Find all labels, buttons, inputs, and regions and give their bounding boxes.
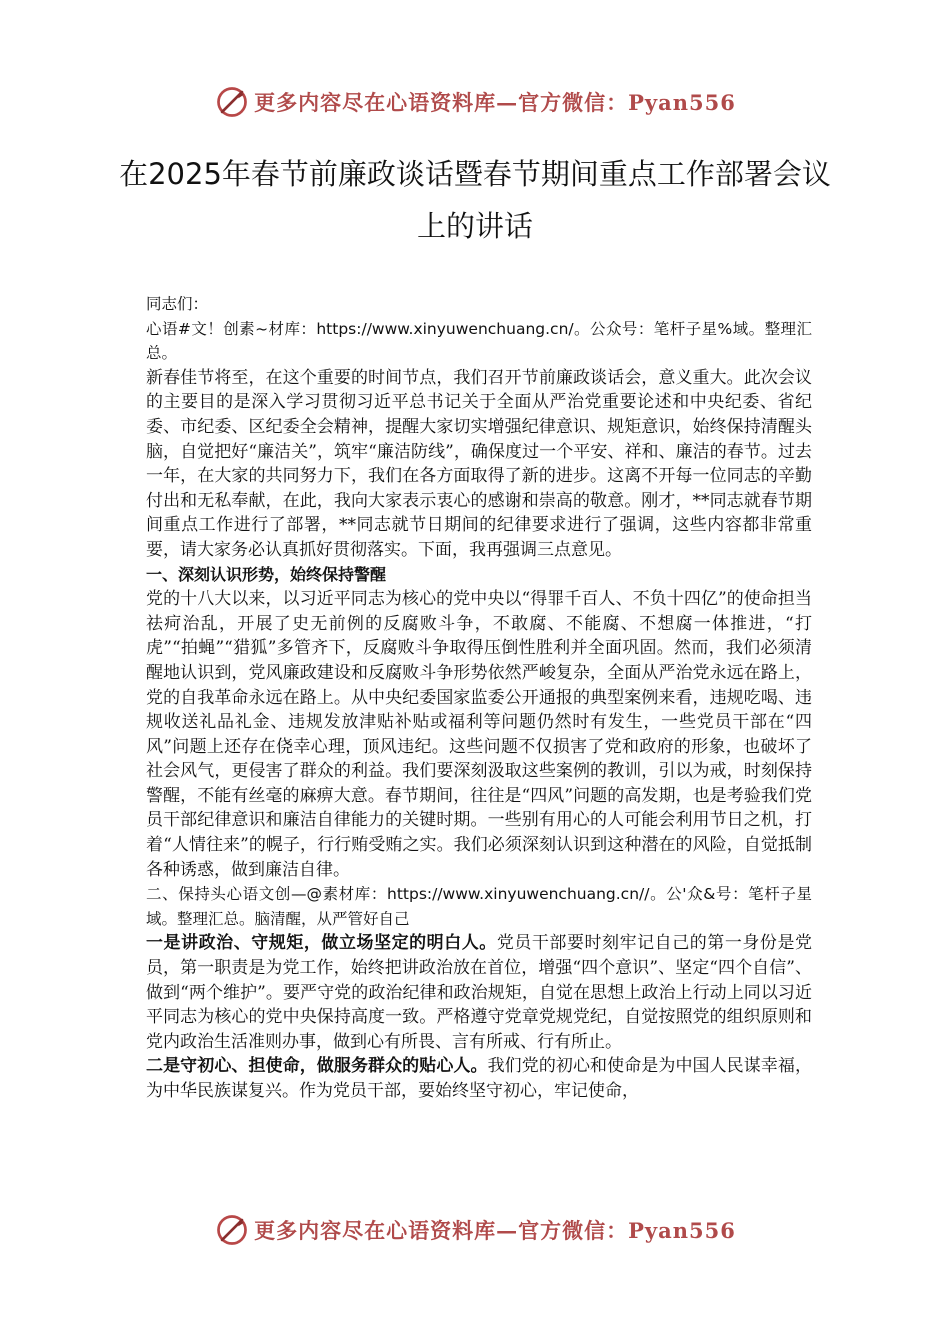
section-1-paragraph: 党的十八大以来，以习近平同志为核心的党中央以“得罪千百人、不负十四亿”的使命担当祛疴治乱，开展了史无前例的反腐败斗争，不敢腐、不能腐、不想腐一体推进，“打虎”“拍蝇”“猎狐”多管齐下，反腐败斗争取得压倒性胜利并全面巩固。然而，我们必须清醒地认识到，党风廉政建设和反腐败斗争形势依然严峻复杂，全面从严治党永远在路上，党的自我革命永远在路上。从中央纪委国家监委公开通报的典型案例来看，违规吃喝、违规收送礼品礼金、违规发放津贴补贴或福利等问题仍然时有发生，一些党员干部在“四风”问题上还存在侥幸心理，顶风违纪。这些问题不仅损害了党和政府的形象，也破坏了社会风气，更侵害了群众的利益。我们要深刻汲取这些案例的教训，引以为戒，时刻保持警醒，不能有丝毫的麻痹大意。春节期间，往往是“四风”问题的高发期，也是考验我们党员干部纪律意识和廉洁自律能力的关键时期。一些别有用心的人可能会利用节日之机，打着“人情往来”的幌子，行行贿受贿之实。我们必须深刻认识到这种潜在的风险，自觉抵制各种诱惑，做到廉洁自律。 xyxy=(146,589,812,880)
section-2-heading: 二、保持头心语文创—@素材库：https://www.xinyuwenchuang.cn//。公'众&号：笔杆子星域。整理汇总。脑清醒，从严管好自己 xyxy=(146,885,812,928)
watermark-contact: 官方微信：Pyan556 xyxy=(518,90,736,115)
document-body xyxy=(146,292,812,1104)
point-2-body: 我们党的初心和使命是为中国人民谋幸福，为中华民族谋复兴。作为党员干部，要始终坚守初心，牢记使命， xyxy=(146,1056,812,1101)
point-1-paragraph xyxy=(146,931,812,1054)
section-1-heading: 一、深刻认识形势，始终保持警醒 xyxy=(146,564,387,584)
source-note: 心语#文！创素~材库：https://www.xinyuwenchuang.cn/。公众号：笔杆子星%域。整理汇总。 xyxy=(146,319,812,363)
watermark-separator: — xyxy=(496,90,519,115)
intro-paragraph: 新春佳节将至，在这个重要的时间节点，我们召开节前廉政谈话会，意义重大。此次会议的主要目的是深入学习贯彻习近平总书记关于全面从严治党重要论述和中央纪委、省纪委、市纪委、区纪委全会精神，提醒大家切实增强纪律意识、规矩意识，始终保持清醒头脑，自觉把好“廉洁关”，筑牢“廉洁防线”，确保度过一个平安、祥和、廉洁的春节。过去一年，在大家的共同努力下，我们在各方面取得了新的进步。这离不开每一位同志的辛勤付出和无私奉献，在此，我向大家表示衷心的感谢和崇高的敬意。刚才，**同志就春节期间重点工作进行了部署，**同志就节日期间的纪律要求进行了强调，这些内容都非常重要，请大家务必认真抓好贯彻落实。下面，我再强调三点意见。 xyxy=(146,367,812,560)
brush-logo-icon xyxy=(214,84,250,120)
brush-logo-icon xyxy=(214,1212,250,1248)
watermark-brand: 更多内容尽在心语资料库 xyxy=(254,1218,497,1243)
watermark-text xyxy=(254,87,736,117)
salutation: 同志们： xyxy=(146,295,209,313)
point-1-lead: 一是讲政治、守规矩，做立场坚定的明白人。 xyxy=(146,933,497,954)
watermark-banner-bottom xyxy=(0,1210,950,1250)
point-2-lead: 二是守初心、担使命，做服务群众的贴心人。 xyxy=(146,1056,488,1077)
watermark-banner-top xyxy=(0,82,950,122)
watermark-text xyxy=(254,1215,736,1245)
watermark-brand: 更多内容尽在心语资料库 xyxy=(254,90,497,115)
watermark-contact: 官方微信：Pyan556 xyxy=(518,1218,736,1243)
watermark-separator: — xyxy=(496,1218,519,1243)
document-title: 在2025年春节前廉政谈话暨春节期间重点工作部署会议上的讲话 xyxy=(119,157,831,243)
point-2-paragraph xyxy=(146,1054,812,1103)
point-1-body: 党员干部要时刻牢记自己的第一身份是党员，第一职责是为党工作，始终把讲政治放在首位，增强“四个意识”、坚定“四个自信”、做到“两个维护”。要严守党的政治纪律和政治规矩，自觉在思想上政治上行动上同以习近平同志为核心的党中央保持高度一致。严格遵守党章党规党纪，自觉按照党的组织原则和党内政治生活准则办事，做到心有所畏、言有所戒、行有所止。 xyxy=(146,933,813,1052)
